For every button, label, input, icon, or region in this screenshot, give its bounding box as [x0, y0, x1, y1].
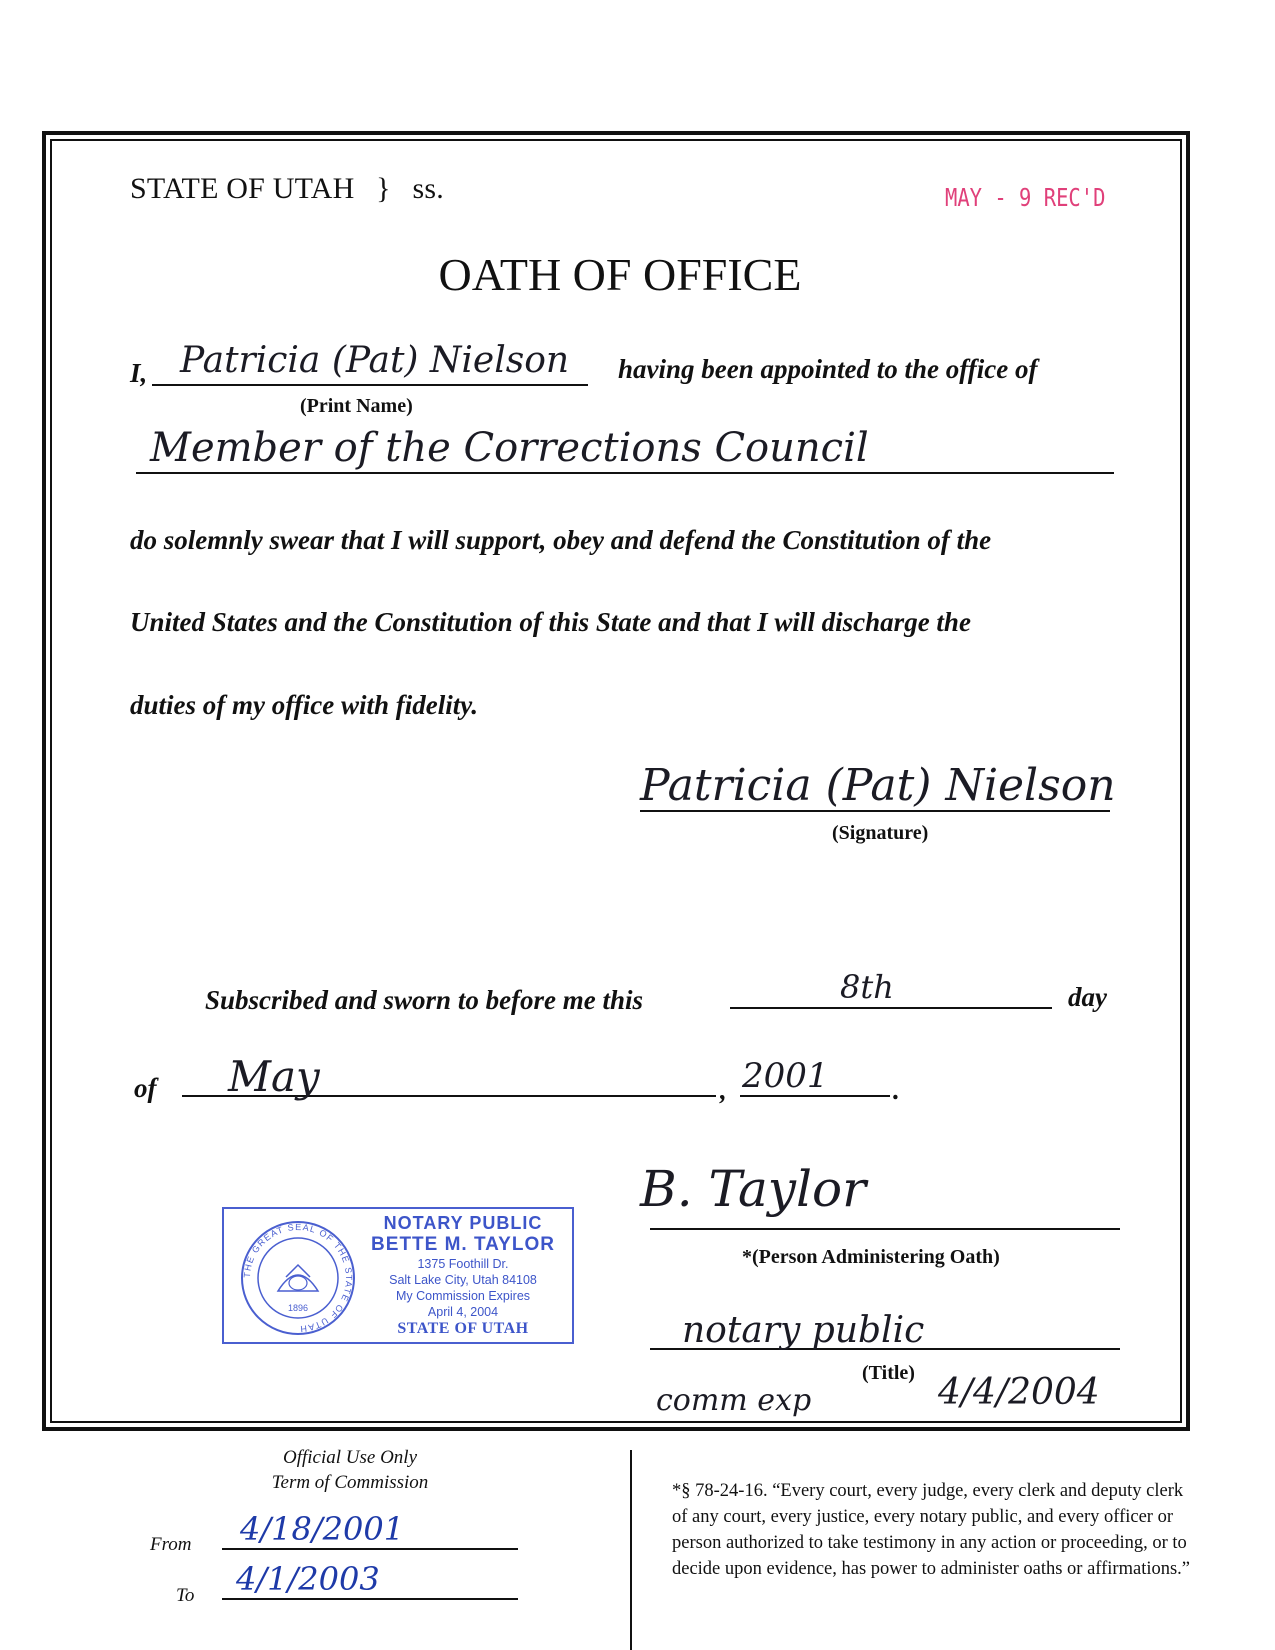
of-label: of: [134, 1073, 157, 1103]
name-handwritten: Patricia (Pat) Nielson: [180, 340, 570, 381]
state-name: STATE OF UTAH: [130, 172, 355, 205]
signature-label: (Signature): [832, 822, 929, 844]
seal-year: 1896: [287, 1303, 309, 1313]
day-label: day: [1068, 982, 1107, 1012]
from-label: From: [150, 1534, 192, 1555]
footer-divider: [630, 1450, 632, 1650]
day-line: [730, 1007, 1052, 1009]
notary-city: Salt Lake City, Utah 84108: [389, 1273, 537, 1287]
notary-name: BETTE M. TAYLOR: [371, 1234, 555, 1255]
name-line: [152, 384, 588, 386]
notary-public-label: NOTARY PUBLIC: [383, 1213, 543, 1233]
signature-handwritten: Patricia (Pat) Nielson: [640, 760, 1116, 811]
day-handwritten: 8th: [840, 968, 894, 1006]
oath-line-1: do solemnly swear that I will support, obey and defend the Constitution of the: [130, 525, 992, 555]
print-name-label: (Print Name): [300, 395, 413, 417]
office-line: [136, 472, 1114, 474]
period: .: [893, 1075, 900, 1105]
administering-label: *(Person Administering Oath): [742, 1246, 1000, 1268]
from-value: 4/18/2001: [240, 1510, 405, 1548]
received-date-stamp: MAY - 9 REC'D: [945, 183, 1106, 212]
to-value: 4/1/2003: [236, 1560, 380, 1598]
term-of-commission-heading: Term of Commission: [271, 1472, 429, 1493]
to-line: [222, 1598, 518, 1600]
administering-signature: B. Taylor: [640, 1160, 867, 1218]
oath-line-3: duties of my office with fidelity.: [130, 690, 478, 720]
official-use-heading: Official Use Only: [282, 1447, 418, 1468]
notary-commission-label: My Commission Expires: [395, 1289, 531, 1303]
office-handwritten: Member of the Corrections Council: [150, 425, 869, 471]
notary-stamp: [222, 1207, 574, 1344]
comma: ,: [720, 1075, 727, 1105]
i-label: I,: [130, 358, 148, 388]
month-handwritten: May: [228, 1052, 320, 1101]
title-label: (Title): [862, 1362, 915, 1384]
brace: }: [376, 172, 391, 205]
comm-exp-date-handwritten: 4/4/2004: [938, 1372, 1100, 1413]
administering-line: [650, 1228, 1120, 1230]
from-line: [222, 1548, 518, 1550]
subscribed-text: Subscribed and sworn to before me this: [205, 985, 644, 1015]
appointed-text: having been appointed to the office of: [618, 354, 1038, 384]
title-handwritten: notary public: [682, 1310, 925, 1351]
notary-stamp-text: [356, 1213, 570, 1338]
document-title: OATH OF OFFICE: [438, 249, 802, 300]
seal-text: THE GREAT SEAL OF THE STATE OF UTAH: [241, 1221, 355, 1335]
notary-commission-date: April 4, 2004: [427, 1305, 499, 1319]
statute-text: *§ 78-24-16. “Every court, every judge, every clerk and deputy clerk of any court, every justice, every notary public, and every officer or person authorized to take testimony in any action or proceeding, or to decide upon evidence, has power to administer oaths or affirmations.”: [672, 1481, 1191, 1579]
year-handwritten: 2001: [742, 1056, 829, 1096]
oath-line-2: United States and the Constitution of this State and that I will discharge the: [130, 607, 971, 637]
state-seal-icon: [238, 1219, 358, 1337]
notary-state: STATE OF UTAH: [397, 1320, 529, 1337]
ss-label: ss.: [412, 172, 444, 205]
notary-address: 1375 Foothill Dr.: [417, 1257, 509, 1271]
to-label: To: [176, 1585, 195, 1606]
comm-exp-handwritten: comm exp: [656, 1383, 812, 1418]
state-heading: [130, 172, 444, 206]
